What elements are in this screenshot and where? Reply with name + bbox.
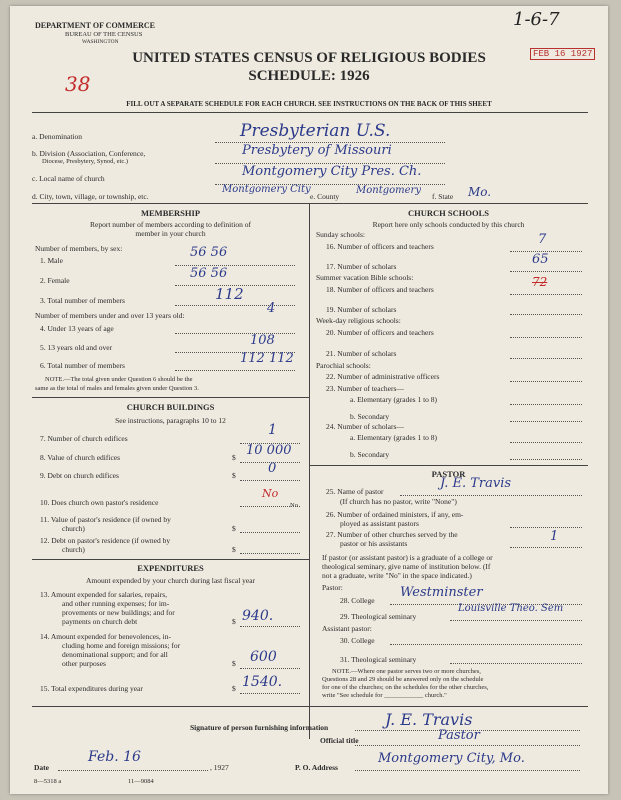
q30-line — [390, 644, 582, 645]
q27-label-b: pastor or his assistants — [340, 539, 408, 548]
q4-label: 4. Under 13 years of age — [40, 324, 114, 333]
q3-value: 112 — [215, 285, 244, 303]
q22-label: 22. Number of administrative officers — [326, 372, 440, 381]
q13-line-c: provements or new buildings; and for — [62, 608, 175, 617]
q19-label: 19. Number of scholars — [326, 305, 397, 314]
q2-label: 2. Female — [40, 276, 70, 285]
q23b-label: b. Secondary — [350, 412, 390, 421]
census-form — [10, 6, 608, 794]
q6-value: 112 112 — [240, 351, 294, 366]
pastor-note-2: Questions 28 and 29 should be answered only on the schedule — [322, 676, 484, 683]
q27-label-a: 27. Number of other churches served by the — [326, 530, 458, 539]
schools-heading: CHURCH SCHOOLS — [408, 208, 489, 218]
corner-note: 1-6-7 — [513, 9, 560, 30]
form-number: 8—5318 a — [34, 778, 62, 785]
q2-value: 56 56 — [190, 266, 228, 281]
q24a-label: a. Elementary (grades 1 to 8) — [350, 433, 438, 442]
grad-note-2: theological seminary, give name of institution below. (If — [322, 562, 491, 571]
q13-dollar: $ — [232, 617, 236, 626]
bureau-name: BUREAU OF THE CENSUS — [65, 31, 143, 38]
q31-label: 31. Theological seminary — [340, 655, 417, 664]
state-label: f. State — [432, 192, 454, 201]
q13-value: 940. — [242, 608, 274, 624]
print-number: 11—9084 — [128, 778, 154, 785]
q14-line-a: 14. Amount expended for benevolences, in- — [40, 632, 172, 641]
local-name-value: Montgomery City Pres. Ch. — [242, 164, 422, 179]
q29-value: Louisville Theo. Sem — [458, 603, 564, 614]
q17-label: 17. Number of scholars — [326, 262, 397, 271]
po-address-line — [355, 770, 580, 771]
local-name-label: c. Local name of church — [32, 174, 105, 183]
q7-label: 7. Number of church edifices — [40, 434, 128, 443]
divider — [309, 465, 588, 466]
q13-line — [240, 626, 300, 627]
q22-line — [510, 381, 582, 382]
membership-note-a: NOTE.—The total given under Question 6 should be the — [45, 376, 193, 383]
q26-label-a: 26. Number of ordained ministers, if any, em- — [326, 510, 464, 519]
q11-label-2: church) — [62, 524, 85, 533]
form-title: UNITED STATES CENSUS OF RELIGIOUS BODIES — [132, 50, 486, 66]
q8-label: 8. Value of church edifices — [40, 453, 121, 462]
q9-label: 9. Debt on church edifices — [40, 471, 119, 480]
q8-dollar: $ — [232, 453, 236, 462]
q23a-line — [510, 404, 582, 405]
q9-dollar: $ — [232, 471, 236, 480]
division-label: b. Division (Association, Conference, — [32, 149, 146, 158]
city-label: d. City, town, village, or township, etc. — [32, 192, 149, 201]
po-address-value: Montgomery City, Mo. — [378, 751, 525, 766]
membership-note-b: same as the total of males and females given under Question 3. — [35, 385, 199, 392]
q3-label: 3. Total number of members — [40, 296, 125, 305]
q25-value: J. E. Travis — [440, 476, 512, 491]
q13-line-a: 13. Amount expended for salaries, repairs, — [40, 590, 168, 599]
q9-value: 0 — [268, 461, 277, 476]
q5-value: 108 — [250, 333, 275, 348]
state-value: Mo. — [468, 185, 492, 199]
red-number: 38 — [65, 72, 91, 96]
q6-label: 6. Total number of members — [40, 361, 125, 370]
buildings-sub: See instructions, paragraphs 10 to 12 — [115, 416, 226, 425]
county-value: Montgomery — [356, 185, 421, 196]
q23-label: 23. Number of teachers— — [326, 384, 404, 393]
pastor-sublabel: Pastor: — [322, 583, 343, 592]
q28-label: 28. College — [340, 596, 375, 605]
pastor-heading: PASTOR — [431, 469, 466, 479]
signature-label: Signature of person furnishing information — [190, 723, 329, 732]
division-label-2: Diocese, Presbytery, Synod, etc.) — [42, 158, 129, 165]
q12-label-2: church) — [62, 545, 85, 554]
q15-label: 15. Total expenditures during year — [40, 684, 143, 693]
divider — [32, 397, 309, 398]
q17-line — [510, 271, 582, 272]
q20-label: 20. Number of officers and teachers — [326, 328, 434, 337]
signature-value: J. E. Travis — [385, 710, 473, 729]
q15-value: 1540. — [242, 674, 283, 690]
q21-label: 21. Number of scholars — [326, 349, 397, 358]
q28-value: Westminster — [400, 585, 483, 600]
date-value: Feb. 16 — [88, 749, 141, 765]
by-sex-label: Number of members, by sex: — [35, 244, 123, 253]
parochial-label: Parochial schools: — [316, 361, 371, 370]
q14-line — [240, 668, 300, 669]
q24-label: 24. Number of scholars— — [326, 422, 404, 431]
denomination-value: Presbyterian U.S. — [240, 121, 391, 141]
q14-dollar: $ — [232, 659, 236, 668]
q31-line — [450, 663, 582, 664]
q5-label: 5. 13 years old and over — [40, 343, 113, 352]
fill-instruction: FILL OUT A SEPARATE SCHEDULE FOR EACH CHURCH. SEE INSTRUCTIONS ON THE BACK OF THIS SHEET — [126, 100, 492, 108]
q8-value: 10 000 — [246, 443, 292, 458]
q15-dollar: $ — [232, 684, 236, 693]
divider — [32, 112, 588, 113]
q18-value: 72 — [532, 275, 548, 289]
q25-line — [400, 495, 582, 496]
q12-label: 12. Debt on pastor's residence (if owned by — [40, 536, 171, 545]
q24a-line — [510, 442, 582, 443]
q24b-label: b. Secondary — [350, 450, 390, 459]
q25-label: 25. Name of pastor — [326, 487, 384, 496]
denomination-label: a. Denomination — [32, 132, 82, 141]
sunday-label: Sunday schools: — [316, 230, 365, 239]
q30-label: 30. College — [340, 636, 375, 645]
age-label: Number of members under and over 13 years old: — [35, 311, 185, 320]
q20-line — [510, 337, 582, 338]
q1-label: 1. Male — [40, 256, 63, 265]
q11-label: 11. Value of pastor's residence (if owned by — [40, 515, 171, 524]
official-title-line — [355, 745, 580, 746]
q12-dollar: $ — [232, 545, 236, 554]
q4-value: 4 — [267, 301, 276, 316]
expenditures-sub: Amount expended by your church during last fiscal year — [85, 576, 256, 585]
weekday-label: Week-day religious schools: — [316, 316, 401, 325]
q4-line — [175, 333, 295, 334]
membership-heading: MEMBERSHIP — [140, 208, 201, 218]
pastor-note-1: NOTE.—Where one pastor serves two or more churches, — [332, 668, 481, 675]
expenditures-heading: EXPENDITURES — [137, 563, 204, 573]
q25-note: (If church has no pastor, write "None") — [340, 497, 457, 506]
pastor-note-3: for one of the churches; on the schedules for the other churches, — [322, 684, 489, 691]
q23a-label: a. Elementary (grades 1 to 8) — [350, 395, 438, 404]
membership-note-2: member in your church — [135, 229, 206, 238]
city-name: WASHINGTON — [82, 39, 119, 45]
q18-line — [510, 294, 582, 295]
q26-line — [510, 527, 582, 528]
q10-printed-no: No — [290, 502, 298, 509]
date-label: Date — [34, 763, 49, 772]
date-year: , 1927 — [210, 763, 229, 772]
po-address-label: P. O. Address — [295, 763, 338, 772]
q16-label: 16. Number of officers and teachers — [326, 242, 434, 251]
official-title-label: Official title — [320, 736, 359, 745]
membership-note-1: Report number of members according to definition of — [90, 220, 251, 229]
q21-line — [510, 358, 582, 359]
grad-note-3: not a graduate, write "No" in the space indicated.) — [322, 571, 472, 580]
buildings-heading: CHURCH BUILDINGS — [126, 402, 215, 412]
official-title-value: Pastor — [438, 728, 480, 743]
q14-line-d: other purposes — [62, 659, 106, 668]
q29-line — [450, 620, 582, 621]
q10-line — [240, 506, 300, 507]
q18-label: 18. Number of officers and teachers — [326, 285, 434, 294]
date-line — [58, 770, 208, 771]
q29-label: 29. Theological seminary — [340, 612, 417, 621]
department-name: DEPARTMENT OF COMMERCE — [35, 21, 156, 30]
q14-line-b: cluding home and foreign missions; for — [62, 641, 181, 650]
city-value: Montgomery City — [222, 184, 311, 195]
q16-value: 7 — [538, 232, 547, 247]
q27-value: 1 — [550, 529, 559, 544]
schools-sub: Report here only schools conducted by this church — [372, 220, 525, 229]
q26-label-b: ployed as assistant pastors — [340, 519, 419, 528]
assistant-sublabel: Assistant pastor: — [322, 624, 372, 633]
divider — [32, 559, 309, 560]
divider — [32, 203, 588, 204]
received-stamp: FEB 16 1927 — [530, 48, 595, 60]
q6-line — [175, 370, 295, 371]
schedule-title: SCHEDULE: 1926 — [248, 68, 370, 84]
q10-label: 10. Does church own pastor's residence — [40, 498, 159, 507]
q23b-line — [510, 421, 582, 422]
q7-value: 1 — [268, 422, 277, 438]
q14-value: 600 — [250, 649, 277, 665]
q1-value: 56 56 — [190, 245, 228, 260]
q24b-line — [510, 459, 582, 460]
q19-line — [510, 314, 582, 315]
summer-label: Summer vacation Bible schools: — [316, 273, 414, 282]
county-label: e. County — [310, 192, 340, 201]
q11-dollar: $ — [232, 524, 236, 533]
q3-line — [175, 305, 295, 306]
pastor-note-4: write "See schedule for ____________ church." — [322, 692, 447, 699]
grad-note-1: If pastor (or assistant pastor) is a graduate of a college or — [322, 553, 493, 562]
q17-value: 65 — [532, 252, 549, 267]
q27-line — [510, 547, 582, 548]
q9-line — [240, 480, 300, 481]
q15-line — [240, 693, 300, 694]
q13-line-d: payments on church debt — [62, 617, 138, 626]
q13-line-b: and other running expenses; for im- — [62, 599, 170, 608]
q12-line — [240, 553, 300, 554]
q11-line — [240, 532, 300, 533]
divider — [32, 706, 588, 707]
q10-value: No — [262, 487, 279, 500]
division-value: Presbytery of Missouri — [242, 143, 392, 158]
q14-line-c: denominational support; and for all — [62, 650, 168, 659]
